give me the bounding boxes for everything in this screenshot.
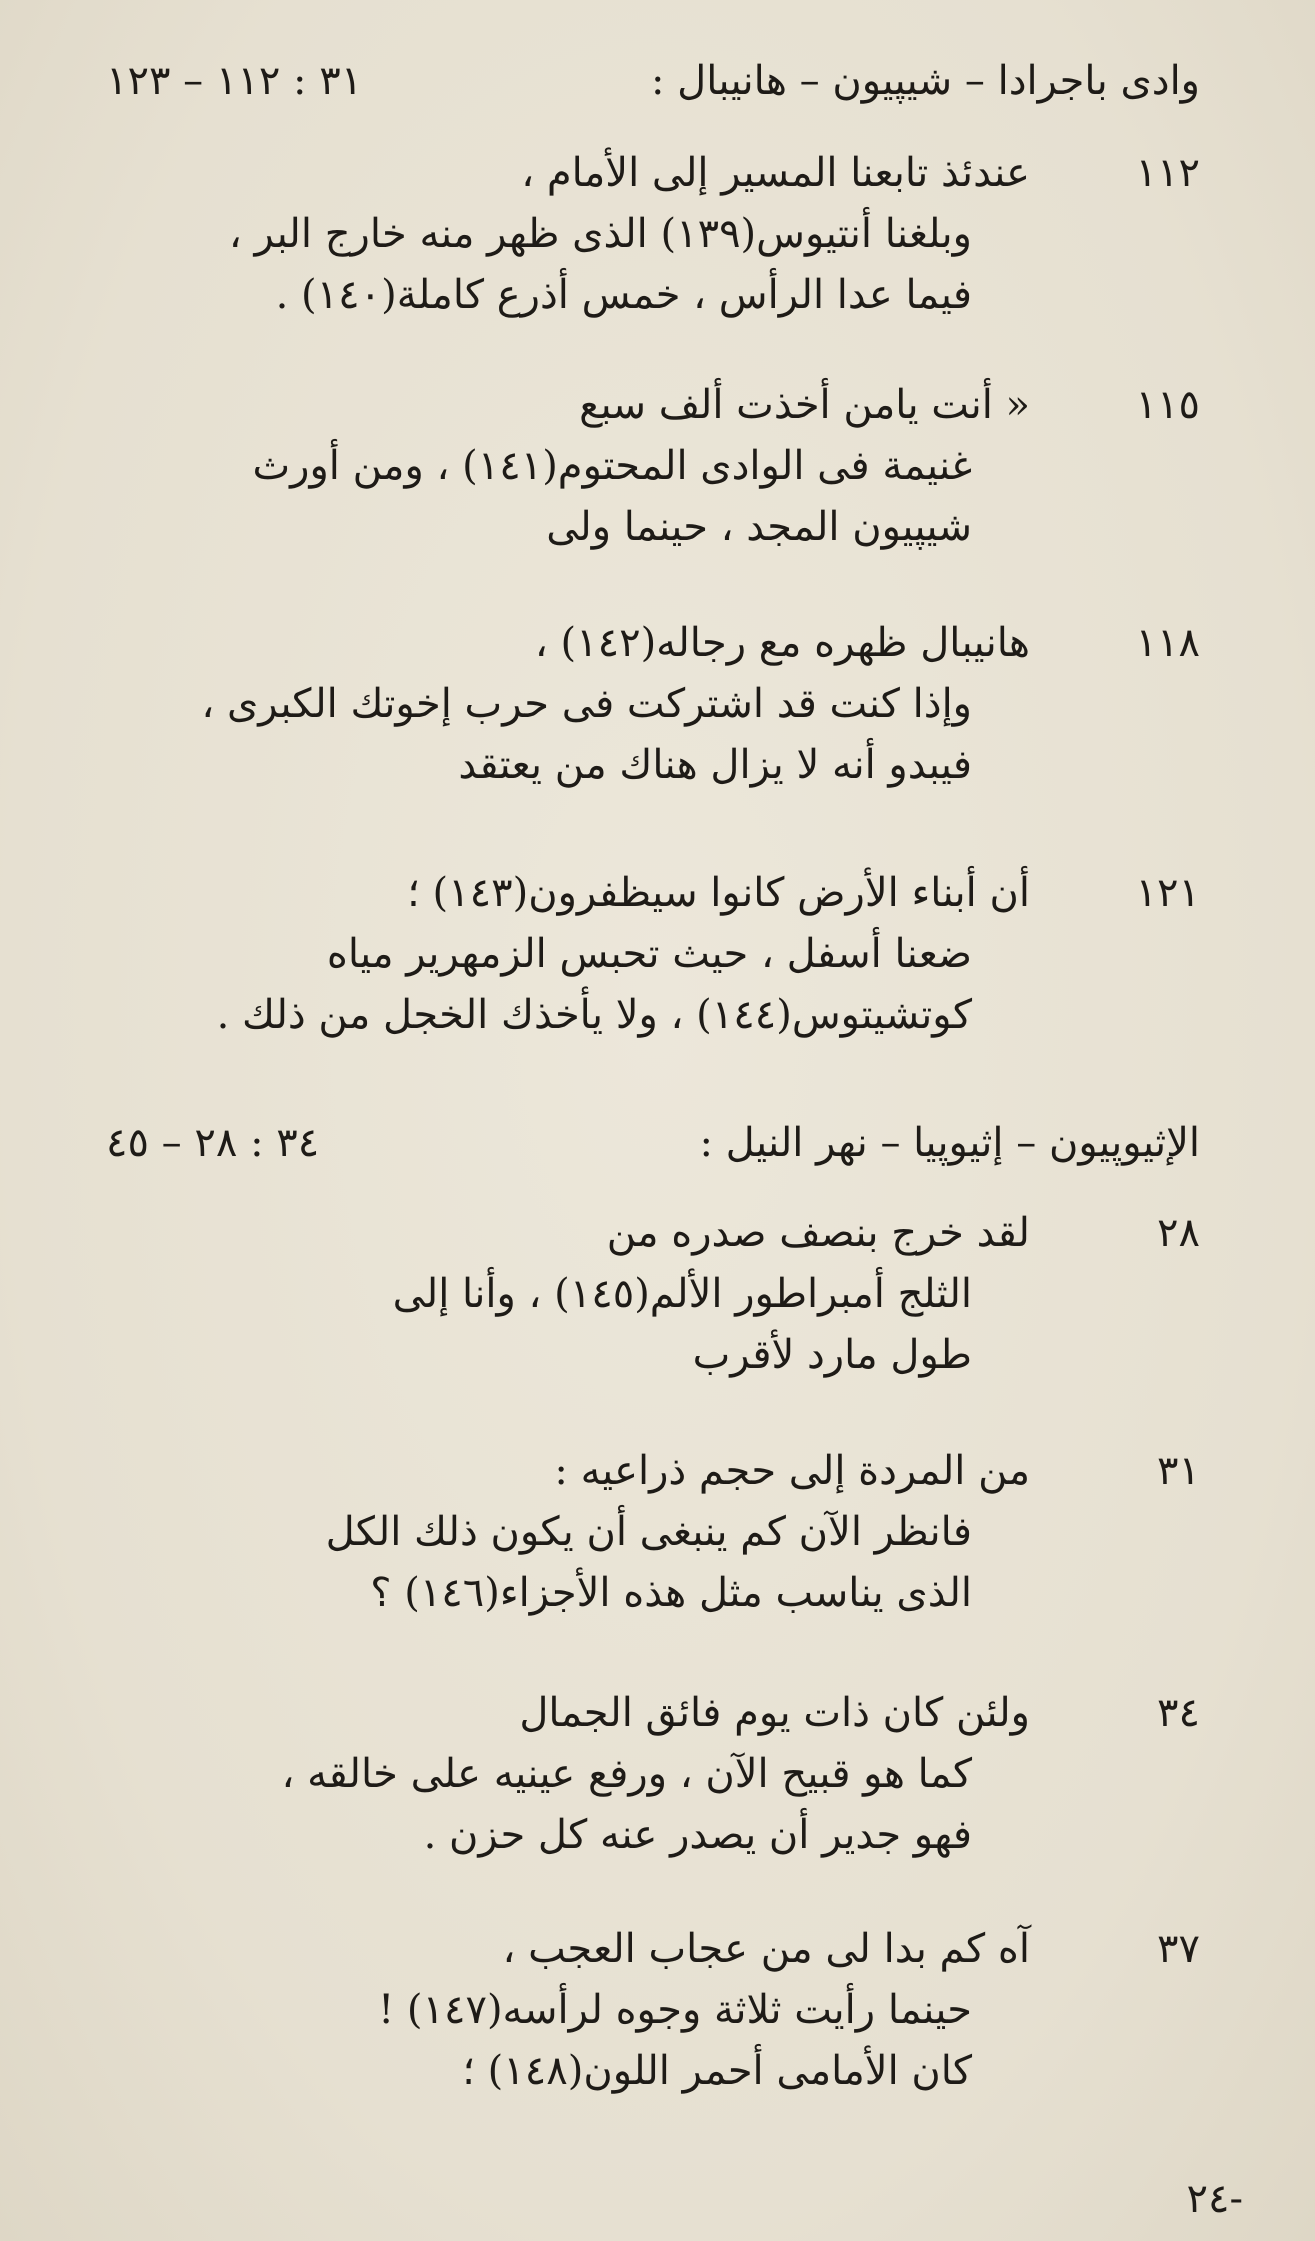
verse-line: حينما رأيت ثلاثة وجوه لرأسه(١٤٧) ! (378, 1987, 972, 2033)
running-header (100, 58, 1200, 128)
verse-line: فانظر الآن كم ينبغى أن يكون ذلك الكل (325, 1509, 972, 1555)
verse-line: هانيبال ظهره مع رجاله(١٤٢) ، (534, 620, 1030, 666)
verse-line: كما هو قبيح الآن ، ورفع عينيه على خالقه ، (281, 1751, 972, 1797)
verse-line: ولئن كان ذات يوم فائق الجمال (519, 1690, 1030, 1736)
verse-line: أن أبناء الأرض كانوا سيظفرون(١٤٣) ؛ (407, 870, 1030, 916)
verse-line: غنيمة فى الوادى المحتوم(١٤١) ، ومن أورث (252, 443, 972, 489)
verse-number: ١١٥ (1135, 382, 1200, 428)
section-title: الإثيوپيون – إثيوپيا – نهر النيل : (699, 1120, 1200, 1166)
verse-number: ١١٨ (1135, 620, 1200, 666)
verse-line: من المردة إلى حجم ذراعيه : (554, 1448, 1030, 1494)
verse-number: ٢٨ (1157, 1210, 1200, 1256)
verse-line: لقد خرج بنصف صدره من (606, 1210, 1030, 1256)
verse-line: « أنت يامن أخذت ألف سبع (579, 382, 1030, 428)
verse-number: ٣١ (1157, 1448, 1200, 1494)
header-verse-reference: ٣١ : ١١٢ – ١٢٣ (106, 58, 363, 104)
verse-line: فيما عدا الرأس ، خمس أذرع كاملة(١٤٠) . (275, 272, 972, 318)
verse-line: كوتشيتوس(١٤٤) ، ولا يأخذك الخجل من ذلك . (216, 992, 972, 1038)
verse-line: طول مارد لأقرب (692, 1332, 972, 1378)
verse-number: ٣٤ (1157, 1690, 1200, 1736)
verse-line: الثلج أمبراطور الألم(١٤٥) ، وأنا إلى (392, 1271, 972, 1317)
verse-line: شيپيون المجد ، حينما ولى (546, 504, 972, 550)
verse-line: آه كم بدا لى من عجاب العجب ، (502, 1926, 1030, 1972)
page-number: -٢٤ (1186, 2176, 1243, 2222)
verse-line: وبلغنا أنتيوس(١٣٩) الذى ظهر منه خارج البر ، (228, 211, 972, 257)
verse-line: فهو جدير أن يصدر عنه كل حزن . (423, 1812, 972, 1858)
section-verse-reference: ٣٤ : ٢٨ – ٤٥ (106, 1120, 320, 1166)
verse-line: ضعنا أسفل ، حيث تحبس الزمهرير مياه (326, 931, 972, 977)
section-heading (100, 1120, 1200, 1190)
header-title: وادى باجرادا – شيپيون – هانيبال : (650, 58, 1200, 104)
verse-number: ١١٢ (1135, 150, 1200, 196)
verse-number: ١٢١ (1135, 870, 1200, 916)
verse-line: وإذا كنت قد اشتركت فى حرب إخوتك الكبرى ، (201, 681, 972, 727)
verse-line: الذى يناسب مثل هذه الأجزاء(١٤٦) ؟ (370, 1570, 972, 1616)
verse-line: كان الأمامى أحمر اللون(١٤٨) ؛ (462, 2048, 972, 2094)
verse-number: ٣٧ (1157, 1926, 1200, 1972)
verse-line: فيبدو أنه لا يزال هناك من يعتقد (458, 742, 972, 788)
verse-line: عندئذ تابعنا المسير إلى الأمام ، (521, 150, 1030, 196)
